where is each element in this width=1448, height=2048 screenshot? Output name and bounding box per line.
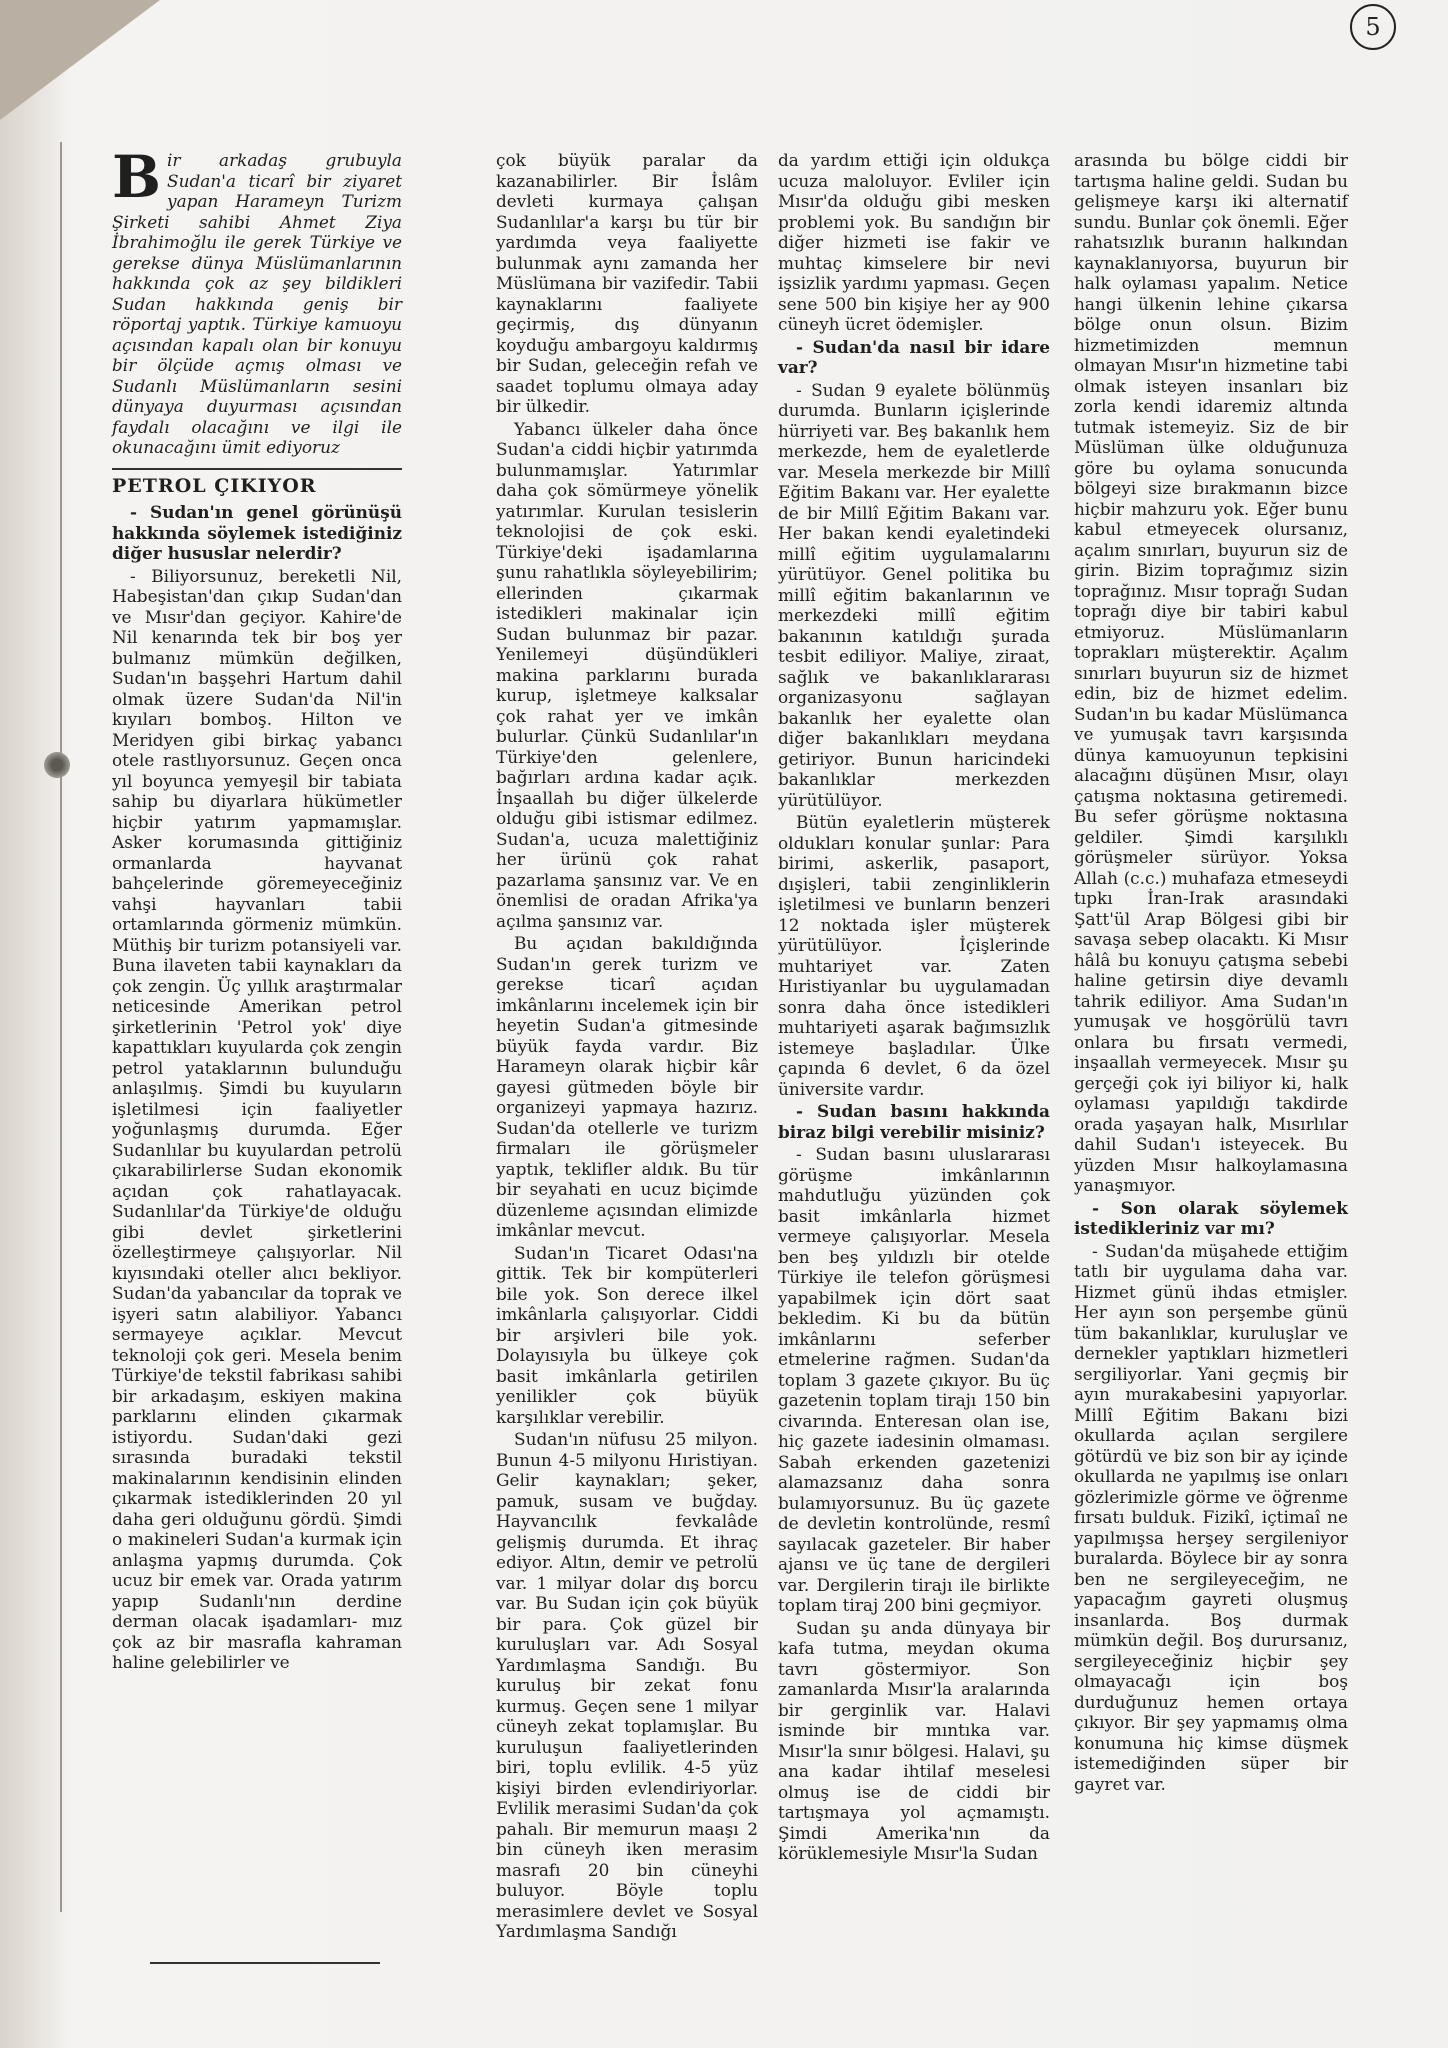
paragraph: çok büyük paralar da kazanabilirler. Bir İslâm devleti kurmaya çalışan Sudanlılar'a karşı bu tür bir yardımda veya faaliyette bulunmak aynı zamanda her Müslümana bir vazifedir. Tabii kaynaklarını faaliyete geçirmiş, dış dünyanın koyduğu ambargoyu kaldırmış bir Sudan, geleceğin refah ve saadet toplumu olmaya aday bir ülkedir. — [496, 150, 758, 416]
answer: - Sudan 9 eyalete bölünmüş durumda. Bunların içişlerinde hürriyeti var. Beş bakanlık hem merkezde, hem de eyaletlerde var. Mesela merkezde bir Millî Eğitim Bakanı var. Her eyalette de bir Millî Eğitim Bakanı var. Her bakan kendi eyaletindeki millî eğitim uygulamalarını yürütüyor. Genel politika bu millî eğitim bakanlarının ve merkezdeki millî eğitim bakanının katıldığı şurada tesbit ediliyor. Maliye, ziraat, sağlık ve bakanlıklararası organizasyonu sağlayan bakanlık her eyalette olan diğer bakanlıkları meydana getiriyor. Bunun haricindeki bakanlıklar merkezden yürütülüyor. — [778, 379, 1050, 810]
paragraph: Sudan şu anda dünyaya bir kafa tutma, meydan okuma tavrı göstermiyor. Son zamanlarda Mısır'la aralarında bir gerginlik var. Halavi isminde bir mıntıka var. Mısır'la sınır bölgesi. Halavi, şu ana kadar ihtilaf meselesi olmuş ise de ciddi bir tartışmaya yol açmamıştı. Şimdi Amerika'nın da körüklemesiyle Mısır'la Sudan — [778, 1617, 1050, 1863]
intro-text: ir arkadaş grubuyla Sudan'a ticarî bir ziyaret yapan Harameyn Turizm Şirketi sahibi Ahmet Ziya İbrahimoğlu ile gerek Türkiye ve gerekse dünya Müslümanlarının hakkında çok az şey bildikleri Sudan hakkında geniş bir röportaj yaptık. Türkiye kamuoyu açısından kapalı olan bir konuyu bir ölçüde açmış olması ve Sudanlı Müslümanların sesini dünyaya duyurması açısından faydalı olacağını ve ilgi ile okunacağını ümit ediyoruz — [112, 150, 402, 457]
paragraph: da yardım ettiği için oldukça ucuza maloluyor. Evliler için Mısır'da olduğu gibi mesken problemi yok. Bu sandığın bir diğer hizmeti ise fakir ve muhtaç kimselere bir nevi işsizlik yardımı yapması. Geçen sene 500 bin kişiye her ay 900 cüneyh ücret ödemişler. — [778, 150, 1050, 334]
paragraph: Sudan'ın Ticaret Odası'na gittik. Tek bir kompüterleri bile yok. Son derece ilkel imkânlarla çalışıyorlar. Ciddi bir arşivleri bile yok. Dolayısıyla bu ülkeye çok basit imkânlarla getirilen yenilikler çok büyük karşılıklar verebilir. — [496, 1242, 758, 1427]
column-3 — [778, 150, 1050, 1866]
drop-cap: B — [112, 143, 162, 211]
paragraph: Sudan'ın nüfusu 25 milyon. Bunun 4-5 milyonu Hıristiyan. Gelir kaynakları; şeker, pamuk, susam ve buğday. Hayvancılık fevkalâde gelişmiş durumda. Et ihraç ediyor. Altın, demir ve petrolü var. 1 milyar dolar dış borcu var. Bu Sudan için çok büyük bir para. Çok güzel bir kuruluşları var. Adı Sosyal Yardımlaşma Sandığı. Bu kuruluş bir zekat fonu kurmuş. Geçen sene 1 milyar cüneyh zekat toplamışlar. Bu kuruluşun faaliyetlerinden biri, toplu evlilik. 4-5 yüz kişiyi birden evlendiriyorlar. Evlilik merasimi Sudan'da çok pahalı. Bir memurun maaşı 2 bin cüneyh iken merasim masrafı 20 bin cüneyhi buluyor. Böyle toplu merasimlere devlet ve Sosyal Yardımlaşma Sandığı — [496, 1429, 758, 1941]
paragraph: arasında bu bölge ciddi bir tartışma haline geldi. Sudan bu gelişmeye karşı iki alternatif sundu. Bunlar çok önemli. Eğer rahatsızlık buranın halkından kaynaklanıyorsa, buyurun bir halk oylaması yapalım. Netice hangi ülkenin lehine çıkarsa bölge onun olsun. Bizim hizmetimizden memnun olmayan Mısır'ın hizmetine tabi olmak isteyen insanları biz zorla kendi idaremiz altında tutmak istemeyiz. Siz de bir Müslüman ülke olduğunuza göre bu oylama sonucunda bölgeyi size bırakmanın bizce hiçbir mahzuru yok. Eğer bunu kabul etmeyecek olursanız, açalım sınırları, buyurun siz de girin. Bizim toprağımız sizin toprağınız. Mısır toprağı Sudan toprağı diye bir tabiri kabul etmiyoruz. Müslümanların toprakları müşterektir. Açalım sınırları buyurun siz de hizmet edin, biz de hizmet edelim. Sudan'ın bu kadar Müslümanca ve yumuşak tavrı karşısında dünya kamuoyunun tepkisini alacağını düşünen Mısır, olayı çatışma noktasına getiremedi. Bu sefer görüşme noktasına geldiler. Şimdi karşılıklı görüşmeler sürüyor. Yoksa Allah (c.c.) muhafaza etmeseydi tıpkı İran-Irak arasındaki Şatt'ül Arap Bölgesi gibi bir savaşa sebep olacaktı. Ki Mısır hâlâ bu konuyu çatışma sebebi haline getirsin diye devamlı tahrik ediliyor. Ama Sudan'ın yumuşak ve hoşgörülü tavrı onlara bu fırsatı vermedi, inşaallah vermeyecek. Mısır şu gerçeği çok iyi biliyor ki, halk oylaması yapıldığı takdirde orada yaşayan halk, Mısırlılar dahil Sudan'ı isteyecek. Bu yüzden Mısır halkoylamasına yanaşmıyor. — [1074, 150, 1348, 1195]
answer: - Sudan basını uluslararası görüşme imkânlarının mahdutluğu yüzünden çok basit imkânlarla hizmet vermeye çalışıyorlar. Mesela ben beş yıldızlı bir otelde Türkiye ile telefon görüşmesi yapabilmek için dört saat bekledim. Ki bu da bütün imkânlarını seferber etmelerine rağmen. Sudan'da toplam 3 gazete çıkıyor. Bu üç gazetenin toplam tirajı 150 bin civarında. Enteresan olan ise, hiç gazete iadesinin olmaması. Sabah erkenden gazetenizi alamazsanız daha sonra bulamıyorsunuz. Bu üç gazete de devletin kontrolünde, resmî sayılacak gazeteler. Bir haber ajansı ve üç tane de dergileri var. Dergilerin tirajı ile birlikte toplam tiraj 200 bini geçmiyor. — [778, 1144, 1050, 1615]
folded-page-corner — [0, 0, 160, 120]
answer: - Sudan'da müşahede ettiğim tatlı bir uygulama daha var. Hizmet günü ihdas etmişler. Her ayın son perşembe günü tüm bakanlıklar, kuruluşlar ve dernekler yaptıkları hizmetleri sergiliyorlar. Yani geçmiş bir ayın murakabesini yapıyorlar. Millî Eğitim Bakanı bizi okullarda açılan sergilere götürdü ve biz son bir ay içinde okullarda ne yapılmış ise onları gözlerimizle görme ve öğrenme fırsatı bulduk. Fizikî, içtimaî ne yapılmışsa herşey sergileniyor buralarda. Böylece bir ay sonra ben ne sergileyeceğim, ne yapacağım gayreti oluşmuş insanlarda. Boş durmak mümkün değil. Boş durursanız, sergileyeceğiniz hiçbir şey olmayacağı için boş durduğunuz hemen ortaya çıkıyor. Bir şey yapmamış olma konumuna hiç kimse düşmek istemediğinden süper bir gayret var. — [1074, 1240, 1348, 1794]
answer: - Biliyorsunuz, bereketli Nil, Habeşistan'dan çıkıp Sudan'dan ve Mısır'dan geçiyor. Kahire'de Nil kenarında tek bir boş yer bulmanız mümkün değilken, Sudan'ın başşehri Hartum dahil olmak üzere Sudan'da Nil'in kıyıları bomboş. Hilton ve Meridyen gibi birkaç yabancı otele rastlıyorsunuz. Geçen onca yıl boyunca yemyeşil bir tabiata sahip bu diyarlara hükümetler hiçbir yatırım yapmamışlar. Asker korumasında gittiğiniz ormanlarda hayvanat bahçelerinde göremeyeceğiniz vahşi hayvanları tabii ortamlarında görmeniz mümkün. Müthiş bir turizm potansiyeli var. Buna ilaveten tabii kaynakları da çok zengin. Üç yıllık araştırmalar neticesinde Amerikan petrol şirketlerinin 'Petrol yok' diye kapattıkları kuyularda çok zengin petrol yataklarının bulunduğu anlaşılmış. Şimdi bu kuyuların işletilmesi için faaliyetler yoğunlaşmış durumda. Eğer Sudanlılar bu kuyulardan petrolü çıkarabilirlerse Sudan ekonomik açıdan çok rahatlayacak. Sudanlılar'da Türkiye'de olduğu gibi devlet şirketlerini özelleştirmeye çalışıyorlar. Nil kıyısındaki oteller alıcı bekliyor. Sudan'da yabancılar da toprak ve işyeri satın alabiliyor. Yabancı sermayeye açıklar. Mevcut teknoloji çok geri. Mesela benim Türkiye'de tekstil fabrikası sahibi bir arkadaşım, eskiyen makina parklarını elinden çıkarmak istiyordu. Sudan'daki gezi sırasında buradaki tekstil makinalarının kendisinin elinden çıkarmak istediklerinden 20 yıl daha geri olduğunu gördü. Şimdi o makineleri Sudan'a kurmak için anlaşma yapmış durumda. Çok ucuz bir emek var. Orada yatırım yapıp Sudanlı'nın derdine derman olacak işadamları- mız çok az bir masrafla kahraman haline gelebilirler ve — [112, 565, 402, 1672]
page-number: 5 — [1350, 4, 1396, 50]
column-4 — [1074, 150, 1348, 1796]
intro-paragraph — [112, 143, 402, 458]
question: - Sudan basını hakkında biraz bilgi verebilir misiniz? — [778, 1101, 1050, 1142]
column-2 — [496, 150, 758, 1944]
paragraph: Bütün eyaletlerin müşterek oldukları konular şunlar: Para birimi, askerlik, pasaport, dışişleri, tabii zenginliklerin işletilmesi ve bunların benzeri 12 noktada işler müşterek yürütülüyor. İçişlerinde muhtariyet var. Zaten Hıristiyanlar bu uygulamadan sonra daha önce istedikleri muhtariyeti aşarak bağımsızlık istemeye başladılar. Ülke çapında 6 devlet, 6 da özel üniversite vardır. — [778, 812, 1050, 1099]
question: - Sudan'da nasıl bir idare var? — [778, 336, 1050, 377]
question: - Sudan'ın genel görünüşü hakkında söylemek istediğiniz diğer hususlar nelerdir? — [112, 502, 402, 563]
section-title: PETROL ÇIKIYOR — [112, 468, 402, 497]
bottom-rule — [150, 1962, 380, 1964]
margin-line — [60, 142, 62, 1912]
column-1 — [112, 143, 402, 1675]
paragraph: Yabancı ülkeler daha önce Sudan'a ciddi hiçbir yatırımda bulunmamışlar. Yatırımlar daha çok sömürmeye yönelik yatırımlar. Kurulan tesislerin teknolojisi de çok eski. Türkiye'deki işadamlarına şunu rahatlıkla söyleyebilirim; ellerinden çıkarmak istedikleri makinalar için Sudan bulunmaz bir pazar. Yenilemeyi düşündükleri makina parklarını burada kurup, işletmeye kalksalar çok rahat yer ve imkân bulurlar. Çünkü Sudanlılar'ın Türkiye'den gelenlere, bağırları ardına kadar açık. İnşaallah bu diğer ülkelerde olduğu gibi istismar edilmez. Sudan'a, ucuza malettiğiniz her ürünü çok rahat pazarlama şansınız var. Ve en önemlisi de oradan Afrika'ya açılma şansınız var. — [496, 418, 758, 931]
paragraph: Bu açıdan bakıldığında Sudan'ın gerek turizm ve gerekse ticarî açıdan imkânlarını incelemek için bir heyetin Sudan'a gitmesinde büyük fayda vardır. Biz Harameyn olarak hiçbir kâr gayesi gütmeden böyle bir organizeyi yapmaya hazırız. Sudan'da otellerle ve turizm firmaları ile görüşmeler yaptık, teklifler aldık. Bu tür bir seyahati en ucuz biçimde düzenleme açısından elimizde imkânlar mevcut. — [496, 933, 758, 1240]
punch-hole — [44, 752, 70, 778]
question: - Son olarak söylemek istedikleriniz var mı? — [1074, 1197, 1348, 1238]
